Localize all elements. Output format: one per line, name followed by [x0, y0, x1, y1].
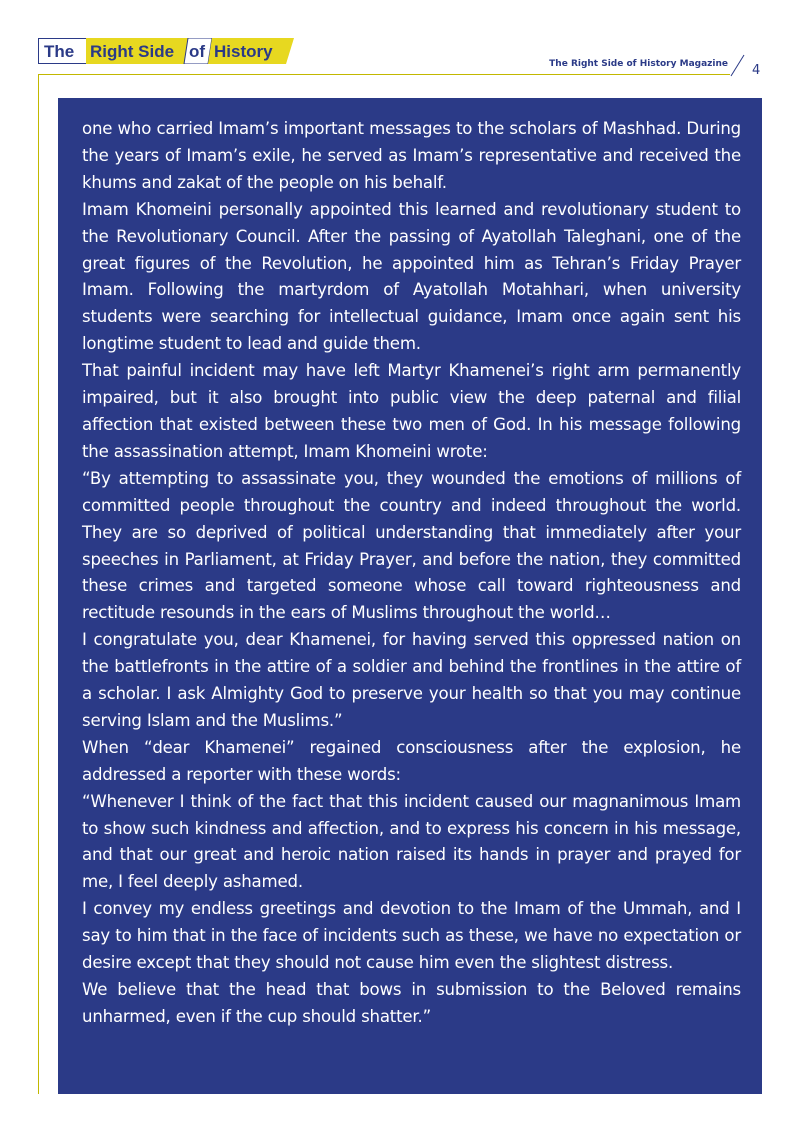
paragraph: We believe that the head that bows in submission to the Beloved remains unharmed, even if the cup should shatter.”	[82, 980, 741, 1026]
article-body	[58, 98, 762, 1094]
paragraph: When “dear Khamenei” regained consciousness after the explosion, he addressed a reporter with these words:	[82, 737, 741, 784]
paragraph: That painful incident may have left Martyr Khamenei’s right arm permanently impaired, but it also brought into public view the deep paternal and filial affection that existed between these two men of God. In his message following the assassination attempt, Imam Khomeini wrote:	[82, 361, 741, 461]
frame-line-left	[38, 74, 39, 1094]
magazine-title: The Right Side of History Magazine	[549, 59, 728, 69]
logo-word-the: The	[44, 42, 75, 61]
paragraph: “Whenever I think of the fact that this incident caused our magnanimous Imam to show such kindness and affection, and to express his concern in his message, and that our great and heroic nation raised its hands in prayer and prayed for me, I feel deeply ashamed.	[82, 791, 741, 892]
logo-word-right-side: Right Side	[90, 42, 175, 61]
frame-line-top	[38, 74, 730, 75]
page-number: 4	[752, 63, 761, 78]
paragraph: I congratulate you, dear Khamenei, for having served this oppressed nation on the battlefronts in the attire of a soldier and behind the frontlines in the attire of a scholar. I ask Almighty God to preserve your health so that you may continue serving Islam and the Muslims.”	[82, 630, 741, 730]
logo-graphic	[38, 38, 296, 64]
paragraph: “By attempting to assassinate you, they wounded the emotions of millions of committed people throughout the country and indeed throughout the world. They are so deprived of political understanding that immediately after your speeches in Parliament, at Friday Prayer, and before the nation, they committed these crimes and targeted someone whose call toward righteousness and rectitude resounds in the ears of Muslims throughout the world…	[82, 468, 741, 623]
paragraph: one who carried Imam’s important messages to the scholars of Mashhad. During the years of Imam’s exile, he served as Imam’s representative and received the khums and zakat of the people on his behalf.	[82, 119, 741, 192]
paragraph: Imam Khomeini personally appointed this learned and revolutionary student to the Revolutionary Council. After the passing of Ayatollah Taleghani, one of the great figures of the Revolution, he appointed him as Tehran’s Friday Prayer Imam. Following the martyrdom of Ayatollah Motahhari, when university students were searching for intellectual guidance, Imam once again sent his longtime student to lead and guide them.	[82, 199, 741, 354]
divider-slash	[728, 54, 746, 78]
logo-word-history: History	[214, 42, 273, 61]
paragraph: I convey my endless greetings and devotion to the Imam of the Ummah, and I say to him that in the face of incidents such as these, we have no expectation or desire except that they should not cause him even the slightest distress.	[82, 899, 741, 973]
logo	[38, 38, 294, 64]
logo-word-of: of	[189, 42, 206, 61]
